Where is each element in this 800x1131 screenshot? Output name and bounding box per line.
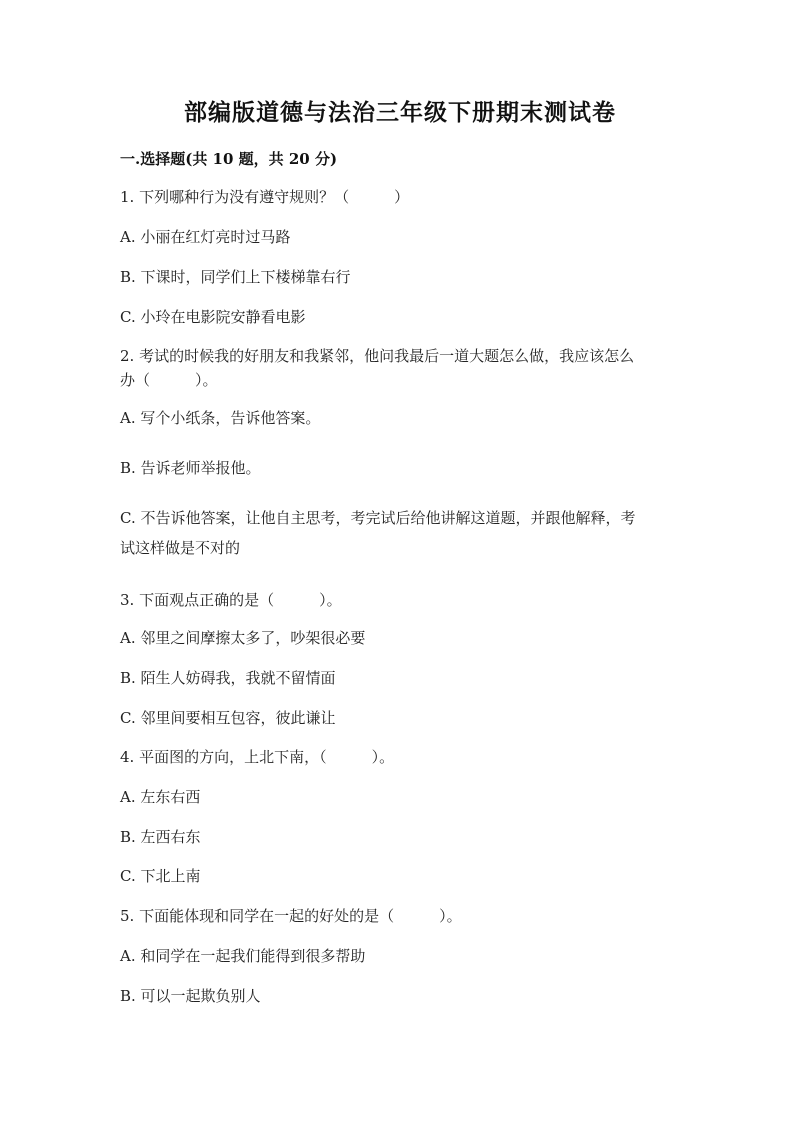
question-3-option-b: B. 陌生人妨碍我，我就不留情面: [120, 669, 336, 687]
question-2-option-c-line-1: C. 不告诉他答案，让他自主思考，考完试后给他讲解这道题，并跟他解释，考: [120, 509, 636, 527]
section-heading: 一.选择题(共 10 题，共 20 分): [120, 150, 338, 168]
question-1-stem: 1. 下列哪种行为没有遵守规则？（ ）: [120, 188, 410, 206]
question-4-option-a: A. 左东右西: [120, 788, 201, 806]
question-2-option-c-line-2: 试这样做是不对的: [120, 539, 241, 557]
question-2-stem-line-2: 办（ ）。: [120, 371, 218, 389]
question-2-stem-line-1: 2. 考试的时候我的好朋友和我紧邻，他问我最后一道大题怎么做，我应该怎么: [120, 347, 635, 365]
question-2-option-a: A. 写个小纸条，告诉他答案。: [120, 409, 321, 427]
question-4-option-c: C. 下北上南: [120, 867, 201, 885]
page-title: 部编版道德与法治三年级下册期末测试卷: [184, 99, 616, 126]
question-2-option-b: B. 告诉老师举报他。: [120, 459, 261, 477]
question-5-option-a: A. 和同学在一起我们能得到很多帮助: [120, 947, 366, 965]
question-4-option-b: B. 左西右东: [120, 828, 201, 846]
question-5-option-b: B. 可以一起欺负别人: [120, 987, 261, 1005]
question-1-option-c: C. 小玲在电影院安静看电影: [120, 308, 306, 326]
question-1-option-b: B. 下课时，同学们上下楼梯靠右行: [120, 268, 351, 286]
question-3-option-c: C. 邻里间要相互包容，彼此谦让: [120, 709, 336, 727]
question-4-stem: 4. 平面图的方向，上北下南，（ ）。: [120, 748, 395, 766]
question-1-option-a: A. 小丽在红灯亮时过马路: [120, 228, 291, 246]
question-3-stem: 3. 下面观点正确的是（ ）。: [120, 591, 342, 609]
question-3-option-a: A. 邻里之间摩擦太多了，吵架很必要: [120, 629, 366, 647]
question-5-stem: 5. 下面能体现和同学在一起的好处的是（ ）。: [120, 907, 462, 925]
